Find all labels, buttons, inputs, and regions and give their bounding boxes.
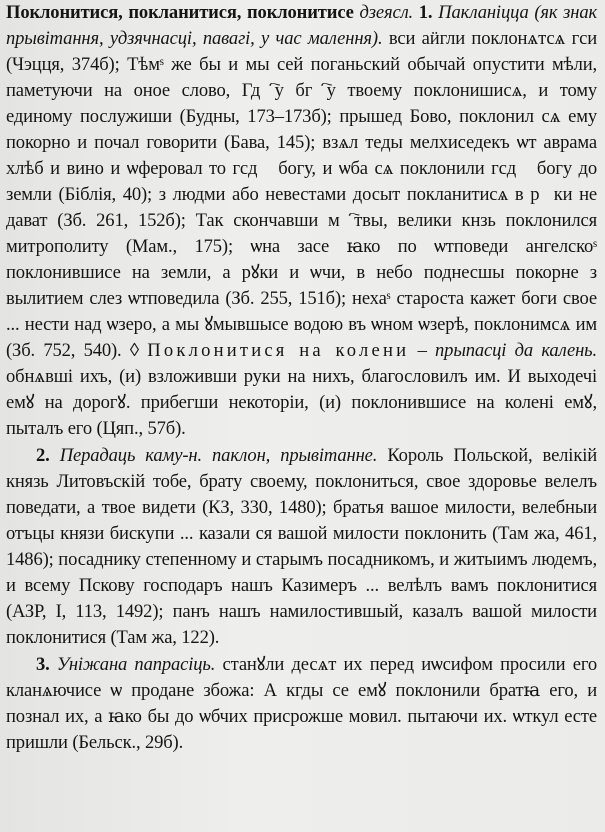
headword: Поклонитися, покланитися, поклонитисе: [6, 2, 354, 23]
sense-citations-1: вси аӥгли поклонѧтсѧ гси (Чэцця, 374б); Тѣмˢ же бы и мы сей поганьский обычай опустити мѣли, паметуючи на оное слово, Гдⷭ҇у бгⷪ҇у твоему поклонишисѧ, и тому единому послужиши (Будны, 173–173б); прышед Бово, поклонил сѧ ему покорно и почал говорити (Бава, 145); взѧл теды мелхиседекъ ѡт аврама хлѣб и вино и ѡферовал то гсдꙋ богу, и ѡба сѧ поклонили гсдꙋ богу до земли (Біблія, 40); з людми або невестами досыт покланитисѧ в рꙋки не дават (Зб. 261, 152б); Так скончавши мⷧ҇твы, велики кнзь поклонился митрополиту (Мам., 175); ѡна засе ꙗко по ѡтповеди ангелскоˢ поклонившисе на земли, а рꙋки и ѡчи, в небо поднесшы покорне з вылитием слез ѡтповедила (Зб. 255, 151б); нехаˢ староста кажет боги свое ... нести над ѡзеро, а мы ꙋмывшысе водою въ ѡном ѡзерѣ, поклонимсѧ им (Зб. 752, 540).: [6, 28, 598, 361]
idiom-gloss: прыпасці да калень.: [435, 340, 597, 361]
sense-number-2: 2.: [36, 445, 50, 466]
part-of-speech: дзеясл.: [359, 2, 414, 23]
sense-gloss-3: Уніжана папрасіць.: [56, 654, 216, 675]
sense-gloss-2: Перадаць каму-н. паклон, прывітанне.: [59, 445, 378, 466]
idiom-dash: –: [417, 340, 427, 361]
sense-number-1: 1.: [418, 2, 433, 23]
idiom-phrase: Поклонитися на колени: [147, 340, 410, 361]
sense-citations-2: Король Польской, велікій князь Литовъскій тобе, брату своему, поклониться, свое здоровье велелъ поведати, а твое видети (КЗ, 330, 1480); братья вашое милости, велебныи отъцы князи бискупи ... казали ся вашой милости поклонить (Там жа, 461, 1486); посаднику степенному и старымъ посадникомъ, и житыимъ людемъ, и всему Пскову господаръ нашъ Казимеръ ... велѣлъ вамъ поклонитися (АЗР, I, 113, 1492); панъ нашъ намилостившый, казалъ вашой милости поклонитися (Там жа, 122).: [6, 445, 598, 648]
idiom-citations: обнѧвші ихъ, (и) взложивши руки на нихъ, благословилъ им. И выходечі емꙋ на дорогꙋ. прибегши некоторіи, (и) поклонившисе на колені емꙋ, пыталъ его (Цяп., 57б).: [6, 366, 597, 439]
entry-sense-1: [6, 0, 597, 442]
sense-citations-3: станꙋли десѧт их перед иѡсифом просили его кланѧючисе ѡ продане збожа: А кгды се емꙋ поклонили братꙗ его, и познал их, а ꙗко бы до ѡбчих присрожше мовил. пытаючи их. ѡткул есте пришли (Бельск., 29б).: [6, 654, 597, 753]
entry-sense-3: [6, 652, 597, 756]
entry-sense-2: [6, 443, 597, 651]
sense-number-3: 3.: [36, 654, 50, 675]
idiom-marker: ◊: [129, 340, 139, 361]
sense-gloss-1: Пакланіцца (як знак прывітання, удзячнасці, павагі, у час малення).: [6, 2, 598, 49]
